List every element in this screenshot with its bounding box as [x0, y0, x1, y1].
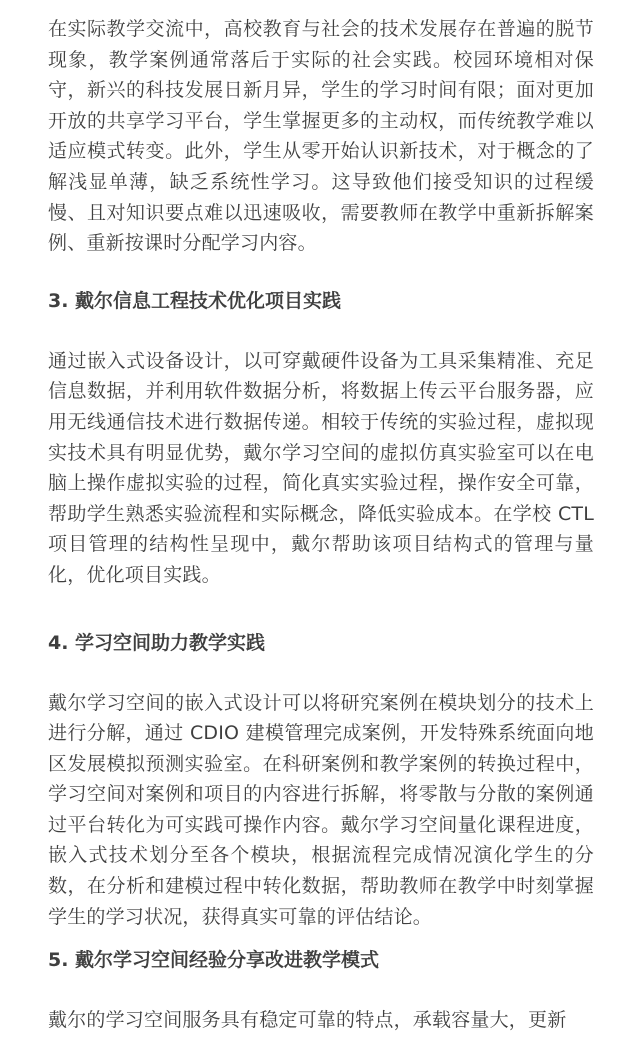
- paragraph-teaching-gap: 在实际教学交流中，高校教育与社会的技术发展存在普遍的脱节现象，教学案例通常落后于实际的社会实践。校园环境相对保守，新兴的科技发展日新月异，学生的学习时间有限；面对更加开放的共享学习平台，学生掌握更多的主动权，而传统教学难以适应模式转变。此外，学生从零开始认识新技术，对于概念的了解浅显单薄，缺乏系统性学习。这导致他们接受知识的过程缓慢、且对知识要点难以迅速吸收，需要教师在教学中重新拆解案例、重新按课时分配学习内容。: [48, 18, 594, 255]
- paragraph-experience-sharing: 戴尔的学习空间服务具有稳定可靠的特点，承载容量大，更新: [48, 1009, 567, 1032]
- section-heading-3: 3. 戴尔信息工程技术优化项目实践: [48, 289, 342, 312]
- section-heading-5: 5. 戴尔学习空间经验分享改进教学模式: [48, 949, 380, 972]
- paragraph-project-practice: 通过嵌入式设备设计，以可穿戴硬件设备为工具采集精准、充足信息数据，并利用软件数据分析，将数据上传云平台服务器，应用无线通信技术进行数据传递。相较于传统的实验过程，虚拟现实技术具有明显优势，戴尔学习空间的虚拟仿真实验室可以在电脑上操作虚拟实验的过程，简化真实实验过程，操作安全可靠，帮助学生熟悉实验流程和实际概念，降低实验成本。在学校 CTL 项目管理的结构性呈现中，戴尔帮助该项目结构式的管理与量化，优化项目实践。: [48, 349, 594, 586]
- paragraph-learning-space: 戴尔学习空间的嵌入式设计可以将研究案例在模块划分的技术上进行分解，通过 CDIO 建模管理完成案例，开发特殊系统面向地区发展模拟预测实验室。在科研案例和教学案例的转换过程中，学习空间对案例和项目的内容进行拆解，将零散与分散的案例通过平台转化为可实践可操作内容。戴尔学习空间量化课程进度，嵌入式技术划分至各个模块，根据流程完成情况演化学生的分数，在分析和建模过程中转化数据，帮助教师在教学中时刻掌握学生的学习状况，获得真实可靠的评估结论。: [48, 691, 594, 928]
- article-body: [48, 14, 594, 1036]
- section-heading-4: 4. 学习空间助力教学实践: [48, 631, 266, 654]
